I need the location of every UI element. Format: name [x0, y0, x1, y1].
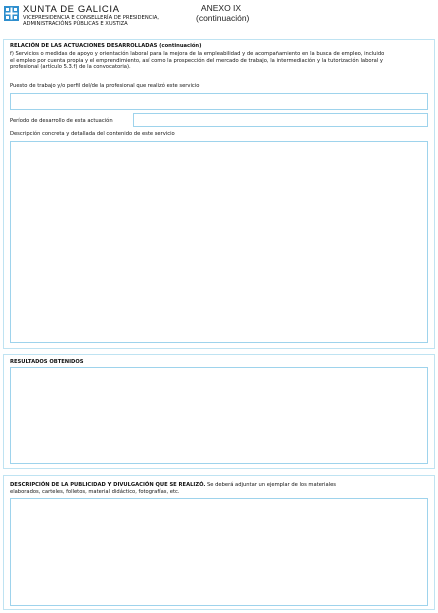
org-subtitle: [23, 15, 159, 27]
annex-title: [196, 3, 250, 23]
section-1-desc-line-3: profesional (artículo 5.3.f) de la convocatoria).: [10, 64, 131, 71]
period-label: Período de desarrollo de esta actuación: [10, 118, 113, 124]
results-title: RESULTADOS OBTENIDOS: [10, 359, 84, 365]
publicity-title: [10, 482, 430, 495]
section-1-desc-line-1: f) Servicios o medidas de apoyo y orientación laboral para la mejora de la empleabilidad y de acompañamiento en la busca de empleo, incluido: [10, 51, 385, 57]
job-profile-label: Puesto de trabajo y/o perfil del/de la profesional que realizó este servicio: [10, 83, 200, 89]
description-field[interactable]: [10, 141, 428, 343]
results-field[interactable]: [10, 367, 428, 464]
xunta-logo-icon: [4, 6, 19, 21]
org-subtitle-line-1: VICEPRESIDENCIA E CONSELLERÍA DE PRESIDENCIA,: [23, 15, 160, 21]
publicity-title-rest: Se deberá adjuntar un ejemplar de los materiales: [205, 482, 336, 488]
section-1-desc-line-2: el empleo por cuenta propia y el emprendimiento, así como la prospección del mercado de trabajo, la intermediación y la tutorización laboral y: [10, 57, 384, 64]
publicity-title-line-2: elaborados, carteles, folletos, material didáctico, fotografías, etc.: [10, 488, 180, 495]
org-name: XUNTA DE GALICIA: [23, 4, 120, 15]
publicity-title-line-1: [10, 482, 430, 489]
publicity-title-bold: DESCRIPCIÓN DE LA PUBLICIDAD Y DIVULGACIÓN QUE SE REALIZÓ.: [10, 482, 206, 488]
description-label: Descripción concreta y detallada del contenido de este servicio: [10, 131, 175, 137]
annex-title-main: ANEXO IX: [200, 3, 242, 13]
org-subtitle-line-2: ADMINISTRACIÓNS PÚBLICAS E XUSTIZA: [23, 21, 128, 28]
period-field[interactable]: [133, 113, 428, 127]
section-1-description: [10, 51, 430, 71]
section-1-title: RELACIÓN DE LAS ACTUACIONES DESARROLLADAS (continuación): [10, 43, 202, 49]
publicity-field[interactable]: [10, 498, 428, 606]
annex-title-sub: (continuación): [196, 13, 250, 23]
job-profile-field[interactable]: [10, 93, 428, 110]
